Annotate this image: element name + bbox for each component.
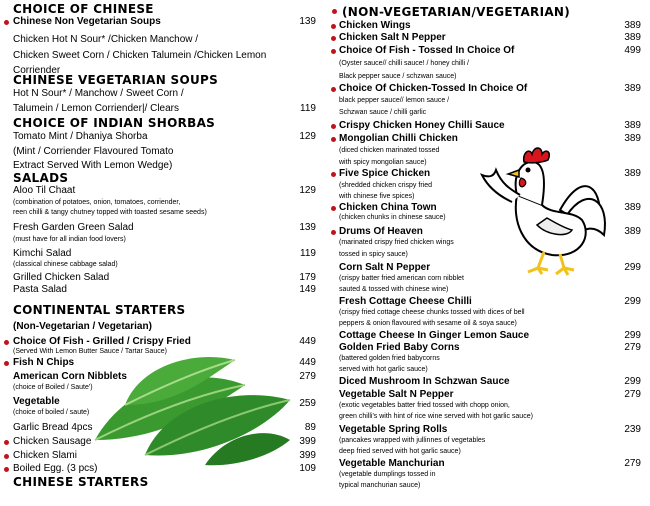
desc-drums-1: (marinated crispy fried chicken wings	[339, 239, 454, 246]
price-garlic-bread: 89	[304, 422, 316, 433]
bullet-icon	[331, 230, 336, 235]
desc-corn-salt-1: (crispy batter fried american corn nibblet	[339, 275, 464, 282]
desc-drums-2: tossed in spicy sauce)	[339, 251, 408, 258]
price-green-salad: 139	[299, 222, 316, 233]
price-corn-nibblets: 279	[299, 371, 316, 382]
price-kimchi-salad: 119	[300, 248, 316, 259]
item-fish-n-chips: Fish N Chips	[13, 357, 75, 368]
bullet-icon	[4, 440, 9, 445]
bullet-icon	[4, 361, 9, 366]
price-chicken-wings: 389	[624, 20, 641, 31]
desc-kimchi-salad: (classical chinese cabbage salad)	[13, 261, 118, 268]
desc-spring-rolls-1: (pancakes wrapped with jullinnes of vegetables	[339, 437, 486, 444]
desc-five-spice-2: with chinese five spices)	[339, 193, 415, 200]
bullet-icon	[332, 9, 337, 14]
item-kimchi-salad: Kimchi Salad	[13, 248, 72, 259]
price-boiled-egg: 109	[299, 463, 316, 474]
bullet-icon	[331, 172, 336, 177]
desc-fish-tossed-2: Black pepper sauce / schzwan sauce)	[339, 73, 457, 80]
item-baby-corns: Golden Fried Baby Corns	[339, 342, 460, 353]
desc-corn-salt-2: sauted & tossed with chinese wine)	[339, 286, 449, 293]
item-honey-chilli: Crispy Chicken Honey Chilli Sauce	[339, 120, 505, 131]
item-chicken-sausage: Chicken Sausage	[13, 436, 92, 447]
bullet-icon	[331, 137, 336, 142]
item-china-town: Chicken China Town	[339, 202, 437, 213]
price-shorba: 129	[299, 131, 316, 142]
bullet-icon	[331, 49, 336, 54]
desc-corn-nibblets: (choice of Boiled / Saute')	[13, 384, 93, 391]
item-fish-grilled: Choice Of Fish - Grilled / Crispy Fried	[13, 336, 191, 347]
desc-fish-grilled: (Served With Lemon Butter Sauce / Tartar Sauce)	[13, 348, 167, 355]
item-mongolian-chicken: Mongolian Chilli Chicken	[339, 133, 458, 144]
desc-vegetable: (choice of boiled / saute)	[13, 409, 90, 416]
heading-indian-shorbas: CHOICE OF INDIAN SHORBAS	[13, 116, 216, 130]
desc-mongolian-1: (diced chicken marinated tossed	[339, 147, 440, 154]
item-corn-salt-pepper: Corn Salt N Pepper	[339, 262, 431, 273]
heading-salads: SALADS	[13, 171, 69, 185]
price-veg-manchurian: 279	[624, 458, 641, 469]
price-pasta-salad: 149	[299, 284, 316, 295]
item-chicken-salt-pepper: Chicken Salt N Pepper	[339, 32, 446, 43]
price-veg-salt-pepper: 279	[624, 389, 641, 400]
desc-spring-rolls-2: deep fried served with hot garlic sauce)	[339, 448, 461, 455]
item-diced-mushroom: Diced Mushroom In Schzwan Sauce	[339, 376, 510, 387]
desc-cottage-chilli-2: peppers & onion flavoured with sesame oil & soya sauce)	[339, 320, 517, 327]
continental-subheading: (Non-Vegetarian / Vegetarian)	[13, 321, 152, 332]
desc-veg-salt-2: green chilli's with hint of rice wine served with hot garlic sauce)	[339, 413, 533, 420]
price-chicken-slami: 399	[299, 450, 316, 461]
desc-veg-salt-1: (exotic vegetables batter fried tossed with chopp onion,	[339, 402, 510, 409]
price-vegetable: 259	[299, 398, 316, 409]
item-five-spice: Five Spice Chicken	[339, 168, 431, 179]
bullet-icon	[4, 340, 9, 345]
price-chicken-tossed: 389	[624, 83, 641, 94]
item-shorba: Tomato Mint / Dhaniya Shorba	[13, 131, 148, 142]
bullet-icon	[331, 124, 336, 129]
heading-choice-of-chinese: CHOICE OF CHINESE	[13, 2, 154, 16]
bullet-icon	[4, 20, 9, 25]
price-honey-chilli: 389	[624, 120, 641, 131]
item-green-salad: Fresh Garden Green Salad	[13, 222, 134, 233]
desc-shorba-2: Extract Served With Lemon Wedge)	[13, 160, 173, 171]
price-cottage-cheese-chilli: 299	[624, 296, 641, 307]
item-veg-salt-pepper: Vegetable Salt N Pepper	[339, 389, 454, 400]
bullet-icon	[331, 24, 336, 29]
price-veg-soups: 119	[300, 103, 316, 114]
heading-chinese-starters: CHINESE STARTERS	[13, 475, 149, 489]
bullet-icon	[331, 206, 336, 211]
price-ginger-lemon: 299	[624, 330, 641, 341]
desc-manchurian-2: typical manchurian sauce)	[339, 482, 421, 489]
desc-fish-tossed-1: (Oyster sauce// chilli sauce! / honey chilli /	[339, 60, 469, 67]
desc-chicken-tossed-2: Schzwan sauce / chilli garlic	[339, 109, 427, 116]
heading-continental-starters: CONTINENTAL STARTERS	[13, 303, 186, 317]
desc-nv-soups-1: Chicken Hot N Sour* /Chicken Manchow /	[13, 34, 199, 45]
desc-nv-soups-2: Chicken Sweet Corn / Chicken Talumein /Chicken Lemon	[13, 50, 267, 61]
desc-five-spice-1: (shredded chicken crispy fried	[339, 182, 432, 189]
heading-veg-soups: CHINESE VEGETARIAN SOUPS	[13, 73, 219, 87]
desc-baby-corn-1: (battered golden fried babycorns	[339, 355, 440, 362]
price-fish-n-chips: 449	[299, 357, 316, 368]
price-nv-soups: 139	[299, 16, 316, 27]
desc-manchurian-1: (vegetable dumplings tossed in	[339, 471, 436, 478]
item-corn-nibblets: American Corn Nibblets	[13, 371, 127, 382]
item-cottage-cheese-chilli: Fresh Cottage Cheese Chilli	[339, 296, 472, 307]
item-vegetable: Vegetable	[13, 396, 60, 407]
desc-chicken-tossed-1: black pepper sauce// lemon sauce /	[339, 97, 450, 104]
item-pasta-salad: Pasta Salad	[13, 284, 67, 295]
item-aloo-til-chaat: Aloo Til Chaat	[13, 185, 76, 196]
price-china-town: 389	[624, 202, 641, 213]
desc-cottage-chilli-1: (crispy fried cottage cheese chunks tossed with dices of bell	[339, 309, 525, 316]
price-fish-tossed: 499	[624, 45, 641, 56]
rooster-icon	[472, 140, 612, 280]
desc-nv-soups-3: Corriender	[13, 65, 61, 76]
price-chicken-sausage: 399	[299, 436, 316, 447]
desc-shorba-1: (Mint / Corriender Flavoured Tomato	[13, 146, 174, 157]
desc-green-salad: (must have for all indian food lovers)	[13, 236, 126, 243]
item-boiled-egg: Boiled Egg. (3 pcs)	[13, 463, 98, 474]
price-spring-rolls: 239	[624, 424, 641, 435]
desc-veg-soups-2: Talumein / Lemon Corriender|/ Clears	[13, 103, 180, 114]
bullet-icon	[4, 454, 9, 459]
price-fish-grilled: 449	[299, 336, 316, 347]
price-corn-salt-pepper: 299	[624, 262, 641, 273]
item-chicken-wings: Chicken Wings	[339, 20, 411, 31]
price-chicken-salt-pepper: 389	[624, 32, 641, 43]
bullet-icon	[4, 467, 9, 472]
desc-veg-soups-1: Hot N Sour* / Manchow / Sweet Corn /	[13, 88, 184, 99]
price-aloo-til-chaat: 129	[299, 185, 316, 196]
price-baby-corns: 279	[624, 342, 641, 353]
price-five-spice: 389	[624, 168, 641, 179]
bullet-icon	[331, 87, 336, 92]
desc-aloo-2: reen chilli & tangy chutney topped with toasted sesame seeds)	[13, 209, 207, 216]
item-chicken-tossed: Choice Of Chicken-Tossed In Choice Of	[339, 83, 528, 94]
bullet-icon	[331, 36, 336, 41]
item-ginger-lemon: Cottage Cheese In Ginger Lemon Sauce	[339, 330, 530, 341]
item-garlic-bread: Garlic Bread 4pcs	[13, 422, 93, 433]
item-grilled-chicken-salad: Grilled Chicken Salad	[13, 272, 110, 283]
item-chicken-slami: Chicken Slami	[13, 450, 77, 461]
desc-baby-corn-2: served with hot garlic sauce)	[339, 366, 428, 373]
item-drums-of-heaven: Drums Of Heaven	[339, 226, 423, 237]
item-nv-soups: Chinese Non Vegetarian Soups	[13, 16, 161, 27]
item-fish-tossed: Choice Of Fish - Tossed In Choice Of	[339, 45, 515, 56]
spinach-leaves-icon	[85, 345, 300, 470]
item-spring-rolls: Vegetable Spring Rolls	[339, 424, 448, 435]
desc-china-town: (chicken chunks in chinese sauce)	[339, 214, 446, 221]
desc-mongolian-2: with spicy mongolian sauce)	[339, 159, 427, 166]
price-mongolian-chicken: 389	[624, 133, 641, 144]
heading-non-veg-veg: (NON-VEGETARIAN/VEGETARIAN)	[342, 5, 571, 19]
item-veg-manchurian: Vegetable Manchurian	[339, 458, 445, 469]
price-grilled-chicken-salad: 179	[299, 272, 316, 283]
price-diced-mushroom: 299	[624, 376, 641, 387]
desc-aloo-1: (combination of potatoes, onion, tomatoes, corriender,	[13, 199, 181, 206]
price-drums-of-heaven: 389	[624, 226, 641, 237]
